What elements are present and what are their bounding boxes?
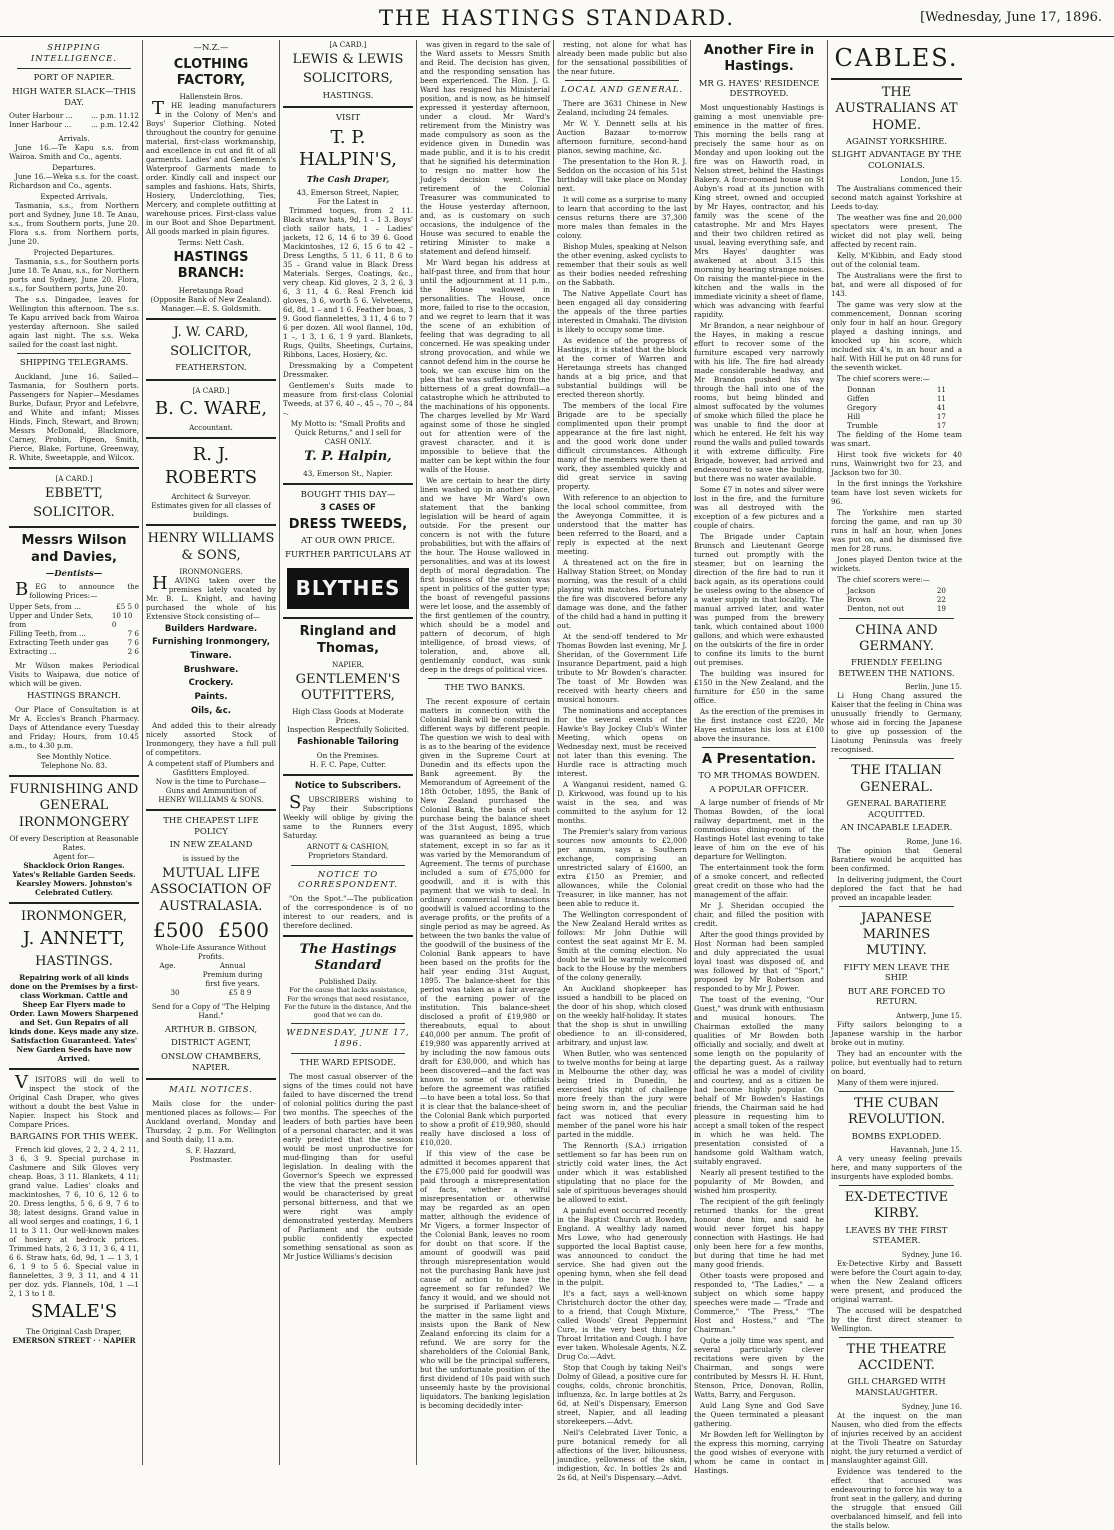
divider [146,318,276,320]
section-title: CABLES. [834,44,959,72]
paragraph: There are 3631 Chinese in New Zealand, including 24 females. [557,98,687,117]
table-row: Inner Harbour ... ... p.m. 12.42 [9,120,139,130]
paragraph: At the send-off tendered to Mr Thomas Bowden last evening, Mr J. Sheridan, of the Government Life Insurance Department, paid a high tribute to Mr Bowden's character. The toast of Mr Bowden was received with hearty cheers and musical honours. [557,631,687,704]
column-4 [417,40,554,1465]
paragraph: The Wellington correspondent of the New Zealand Herald writes as follows: Mr John Duthie will contest the seat against Mr E. M. Smith at the coming election. No doubt he will be warmly welcomed back to the House by the members of the colony generally. [557,909,687,982]
list-item: Paints. [194,691,228,702]
divider [839,1091,954,1092]
paragraph: A very uneasy feeling prevails here, and many supporters of the insurgents have exploded bombs. [831,1154,962,1182]
advert-heading: VISIT [335,113,361,124]
paragraph: Other toasts were proposed and responded to, "The Ladies," — a subject on which some happy speeches were made — "Trade and Commerce," "The Press," "The Host and Hostess," and "The Chairman." [694,1271,824,1335]
article-subheading: FIFTY MEN LEAVE THE SHIP. [843,962,950,984]
subheading: BARGAINS FOR THIS WEEK. [9,1131,139,1142]
price-list [9,602,139,656]
advert-name: Ringland and Thomas, [299,624,397,656]
subheading: Departures. [52,163,96,173]
divider [831,78,962,80]
section-heading: Notice to Subscribers. [294,781,402,791]
advert-town: HASTINGS. [35,953,113,969]
advert-name: Messrs Wilson and Davies, [21,533,127,565]
paragraph: Most unquestionably Hastings is gaining a most unenviable pre-eminence in the matter of fires. This morning the bells rang at precisely the same hour as on Monday and upon looking out the fire was on Haworth road, in Nelson street, behind the Hastings Bakery. A four-roomed house on St Aubyn's road at its junction with King street, owned and occupied by Mr Hayes, contractor, and his family was the scene of the catastrophe. Mr and Mrs Hayes and their two children retired as usual, leaving everything safe, and Mrs Hayes' daughter was awakened at about 3.15 this morning by hearing strange noises. On raising the mantel-piece in the kitchen and the walls in the immediate vicinity a sheet of flame, which was advancing with fearful rapidity. [694,102,824,319]
divider [291,1023,405,1024]
list-item: Tinware. [190,651,232,661]
page-columns [6,40,1108,1530]
divider [839,758,954,759]
column-5 [554,40,691,1482]
paragraph: June 16.—Te Kapu s.s. from Wairoa. Smith and Co., agents. [9,143,139,162]
advert-heading: IN NEW ZEALAND [169,840,253,851]
paragraph: Auld Lang Syne and God Save the Queen terminated a pleasant gathering. [694,1401,824,1429]
advert-heading: AT OUR OWN PRICE. [300,536,395,547]
article-heading: EX-DETECTIVE KIRBY. [844,1190,949,1222]
article-heading: Another Fire in Hastings. [703,43,815,75]
subheading: HASTINGS BRANCH. [27,691,121,702]
article-subheading: AGAINST YORKSHIRE. [845,136,948,147]
advert-profession: SOLICITOR. [33,505,115,520]
paragraph: The Rennorth (S.A.) irrigation settlement so far has been run on strictly cold water lines, the Act under which it was established stipulating that no place for the sale of spirituous beverages should be allowed to exist. [557,1140,687,1204]
table-row: Brown 22 [847,594,946,604]
amount-banner [146,918,276,943]
paragraph: The Australians were the first to bat, and were all disposed of for 143. [831,270,962,298]
divider [839,618,954,619]
paragraph: The Native Appellate Court has been engaged all day considering the appeals of the three parties interested in Omahaki. The division is likely to occupy some time. [557,288,687,334]
score-table [831,586,962,613]
advert-heading: BOUGHT THIS DAY— [300,489,396,500]
advert-address: 43, Emerson Street, Napier, [296,188,400,198]
advert-name: SMALE'S [30,1301,118,1323]
article-heading: THE TWO BANKS. [444,683,526,693]
column-1 [6,40,143,1465]
divider [428,678,542,679]
advert-name: DRESS TWEEDS, [288,516,408,532]
advert-heading: FURTHER PARTICULARS AT [285,549,411,560]
divider [283,483,413,485]
paragraph: Tasmania, s.s., from Northern port and Sydney, June 18. Te Anau, s.s., from Southern ports, June 20. Flora s.s. from Northern ports, June 20. [9,201,139,247]
paragraph: Our Place of Consultation is at Mr A. Eccles's Branch Pharmacy. Days of Attendance every Tuesday and Friday; Hours, from 10.45 a.m., to 4.30 p.m. [9,705,139,750]
table-row: Denton, not out 19 [847,603,946,613]
subheading: HIGH WATER SLACK—THIS DAY. [12,86,136,108]
table-row: Gregory 41 [847,402,946,412]
paragraph: The fielding of the Home team was smart. [831,429,962,448]
paragraph: resting, not alone for what has already been made public but also for the sensational possibilities of the near future. [557,40,687,76]
amount-left: £500 [153,917,204,942]
paragraph: Tasmania, s.s., for Southern ports June 18. Te Anau, s.s., for Northern ports and Sydney, June 20. Flora, s.s., for Southern ports, June 20. [9,257,139,294]
section-heading: MAIL NOTICES. [169,1085,253,1096]
paragraph: On the Premises. [316,751,380,760]
table-row: Giffen 11 [847,393,946,403]
dateline: WEDNESDAY, JUNE 17, 1896. [286,1027,410,1049]
table-row: Outer Harbour ... ... p.m. 11.12 [9,111,139,121]
paragraph: Mr Ward began his address at half-past three, and from that hour until the adjournment at 11 p.m., the House wallowed in personalities. The House, once more, failed to rise to the occasion, and we regret to learn that it was the scene of an exhibition of feeling that was degrading to all concerned. He was speaking under strong provocation, and while we cannot defend him in the course he took, we can excuse him on the plea that he was suffering from the bitterness of a great downfall—a catastrophe which he attributed to the machinations of his opponents. The charges levelled by Mr Ward against some of those he singled out for attention were of the gravest character, and it is impossible to believe that the matter can be kept within the four walls of the House. [420,258,550,474]
paragraph: In delivering judgment, the Court deplored the fact that he had proved an incapable leader. [831,874,962,902]
section-heading: LOCAL AND GENERAL. [560,85,684,95]
list-item: Upper Sets, from ... £5 5 0 [9,602,139,612]
paragraph: The toast of the evening, "Our Guest," was drunk with enthusiasm and musical honours. The Chairman extolled the many qualities of Mr Bowden both officially and socially, and dwelt at some length on the popularity of the departing guest. As a railway official he was a model of civility and courtesy, and as a citizen he had become highly popular. On behalf of Mr Bowden's Hastings friends, the Chairman said he had pleasure in requesting him to accept a small token of the respect in which he was held. The presentation consisted of a handsome gold Waltham watch, suitably engraved. [694,995,824,1167]
divider [839,1337,954,1338]
advert-address: Heretaunga Road [178,285,244,295]
article-subheading: GENERAL BARATIERE ACQUITTED. [846,798,947,820]
paragraph: BEG to announce the following Prices:— [15,579,139,601]
dateline: Sydney, June 16. [901,1401,962,1411]
advert-heading: Fashionable Tailoring [297,737,399,748]
paragraph: Some £7 in notes and silver were lost in the fire, and the furniture was all destroyed with the exception of a few pictures and a couple of chairs. [694,484,824,530]
paragraph: Neil's Celebrated Liver Tonic, a pure botanical remedy for all affections of the liver, biliousness, jaundice, yellowness of the skin, indigestion, &c. In bottles 2s and 2s 6d, at Neil's Dispensary.—Advt. [557,1427,687,1482]
subheading: Projected Departures. [33,248,115,258]
subheading: PORT OF NAPIER. [33,73,115,84]
advert-town: HASTINGS. [322,90,374,101]
advert-town: FEATHERSTON. [175,363,247,374]
paragraph: The s.s. Dingadee, leaves for Wellington this afternoon. The s.s. Te Kapu arrived back from Wairoa yesterday afternoon. She sailed again last night. The s.s. Weka sailed for the coast last night. [9,295,139,350]
paragraph: At the inquest on the man Nausen, who died from the effects of injuries received by an accident at the Tivoli Theatre on Saturday night, the jury returned a verdict of manslaughter against Gill. [831,1410,962,1465]
advert-address: ONSLOW CHAMBERS, NAPIER. [160,1052,262,1073]
paragraph: Mr Brandon, a near neighbour of the Hayes, in making a rescue effort to recover some of the furniture escaped very narrowly with his life. The fire had already made considerable headway, and Mr Brandon pushed his way through the hall into one of the rooms, but being blinded and almost suffocated by the volumes of smoke which filled the place he was unable to find the door at which he entered. He felt his way round the walls and pulled towards it with extreme difficulty. Fire Brigade, however, had arrived and endeavoured to save the building, but there was no water available. [694,320,824,483]
advert-profession: Architect & Surveyor. [171,492,251,502]
paper-nameplate: The Hastings Standard [299,941,397,974]
list-item: Oils, &c. [191,705,231,716]
paragraph: As evidence of the progress of Hastings, it is stated that the block at the corner of Warren and Heretaunga streets has changed hands at a big price, and that substantial buildings will be erected thereon shortly. [557,335,687,399]
divider [9,467,139,469]
column-2 [143,40,280,1465]
advert-name: B. C. WARE, [154,397,268,419]
list-item: Extracting ... 2 6 [9,647,139,657]
paragraph: As the erection of the premises in the first instance cost £220, Mr Hayes estimates his loss at £100 above the insurance. [694,706,824,743]
article-subheading: SLIGHT ADVANTAGE BY THE COLONIALS. [831,150,962,171]
paragraph: Fifty sailors belonging to a Japanese warship in the harbor broke out in mutiny. [831,1020,962,1047]
divider [17,68,131,69]
paragraph: Terms: Nett Cash. [177,238,245,248]
masthead [0,0,1114,37]
paragraph: The presentation to the Hon R. J. Seddon on the occasion of his 51st birthday will take place on Monday next. [557,156,687,193]
advert-heading: THE CHEAPEST LIFE POLICY [163,816,259,837]
paragraph: In the first innings the Yorkshire team have lost seven wickets for 96. [831,478,962,506]
amount-right: £500 [218,917,269,942]
paragraph: The accused will be despatched by the first direct steamer to Wellington. [831,1305,962,1333]
divider [9,775,139,777]
paragraph: Evidence was tendered to the effect that accused was endeavouring to force his way to a front seat in the gallery, and during the struggle that ensued Gill overbalanced himself, and fell into the stalls below. [831,1466,962,1530]
stock-list [146,624,276,716]
paragraph: Of every Description at Reasonable Rates. [9,833,139,852]
advert-profession: GENTLEMEN'S OUTFITTERS, [295,671,401,704]
list-item: Upper and Under Sets, from 10 10 0 [9,611,133,630]
list-item: Brushware. [183,664,239,675]
divider [291,1053,405,1054]
card-label: [A CARD.] [55,473,93,483]
paper-frequency: Published Daily. [318,977,378,987]
dateline: London, June 15. [900,174,962,184]
advert-profession: —Dentists— [45,568,103,579]
paragraph: They had an encounter with the police, but eventually had to return on board. [831,1049,962,1076]
subheading: Expected Arrivals. [40,192,108,202]
paragraph: Repairing work of all kinds done on the Premises by a first-class Workman. Cattle and Sheep Ear Flyers made to Order. Lawn Mowers Sharpened and Set. Gun Repairs of all kinds done. Keys made any size. Satisfaction Guaranteed. Yates' New Garden Seeds have now Arrived. [9,972,139,1063]
advert-profession: SOLICITORS, [302,71,394,87]
paragraph: Mr Bowden left for Wellington by the express this morning, carrying the good wishes of everyone with whom he came in contact in Hastings. [694,1430,824,1476]
paragraph: An Auckland shopkeeper has issued a handbill to be placed on the door of his shop, which closed on the weekly half-holiday. It states that the shop is shut in unwilling obedience to an ill-considered, arbitrary, and unjust law. [557,983,687,1047]
advert-name: HENRY WILLIAMS & SONS. [158,795,264,805]
paragraph: Bishop Mules, speaking at Nelson the other evening, asked cyclists to remember that their souls as well as their bodies needed refreshing on the Sabbath. [557,241,687,287]
paragraph: Send for a Copy of "The Helping Hand." [151,1001,271,1020]
paragraph: THE leading manufacturers in the Colony of Men's and Boys' Superior Clothing. Noted throughout the country for genuine material, first-class workmanship, and excellence in cut and fit of all garments. Ladies' and Gentlemen's Waterproof Garments made to order. Kindly call and inspect our samples and fashions. Hats, Shirts, Hosiery, Underclothing, Ties, Mercery, and complete outfitting at warehouse prices. First-class value in our Boot and Shoe Department. All goods marked in plain figures. [146,98,276,237]
paragraph: A competent staff of Plumbers and Gasfitters Employed. [147,759,275,778]
notice-line: See Monthly Notice. [36,752,112,761]
paragraph: Kelly, M'Kibbin, and Eady stood out of the colonial team. [831,250,962,269]
paragraph: We are certain to hear the dirty linen washed up in another place, and we have Mr Ward's own statement that the banking legislation will be heard of again outside. For the present our concern is not with the future probabilities, but with the affairs of the hour. The House wallowed in personalities, and was at its lowest depth of moral degradation. The first business of the session was spent in politics of the gutter type; the boast of revengeful passions were let loose, and the assembly of the first gentlemen of the country, which should be a model and pattern of decorum, of high intelligence, of broad views, of toleration, and, above all, gentlemanly conduct, was sunk deep in the dregs of political vices. [420,476,550,674]
article-subheading: GILL CHARGED WITH MANSLAUGHTER. [847,1377,946,1398]
divider [839,1185,954,1186]
issue-date: [Wednesday, June 17, 1896. [920,10,1102,25]
paragraph: The chief scorers were:— [837,373,930,383]
dateline: Antwerp, June 15. [896,1011,962,1020]
telephone-number: Telephone No. 83. [40,761,108,770]
advert-profession: Hallenstein Bros. [179,92,243,102]
paragraph: Stop that Cough by taking Neil's Dolmy of Gilead, a positive cure for coughs, colds, chronic bronchitis, influenza, &c. In large bottles at 2s 6d, at Neil's Dispensary, Emerson street, Napier, and all leading storekeepers.—Advt. [557,1362,687,1426]
article-subheading: A POPULAR OFFICER. [709,784,809,795]
paragraph: Dressmaking by a Competent Dressmaker. [283,361,413,380]
dateline: Berlin, June 15. [905,682,962,692]
column-3 [280,40,417,1465]
signature-name: ARNOTT & CASHION, [306,841,390,851]
article-subheading: MR G. HAYES' RESIDENCE DESTROYED. [698,78,820,100]
paragraph: The recipient of the gift feelingly returned thanks for the great honour done him, and said he would never forget his happy connection with Hastings. He had only been here for a few months, but during that time he had met many good friends. [694,1197,824,1270]
divider [146,524,276,526]
paragraph: The weather was fine and 20,000 spectators were present. The wicket did not play well, being affected by recent rain. [831,212,962,249]
paragraph: Nearly all present testified to the popularity of Mr Bowden, and wished him prosperity. [694,1168,824,1196]
paragraph: The building was insured for £150 in the New Zealand, and the furniture for £50 in the same office. [694,668,824,705]
paragraph: Mails close for the under-mentioned places as follows:— For Auckland overland, Monday and Thursday, 2 p.m. For Wellington and South daily, 11 a.m. [146,1098,276,1144]
paragraph: The Premier's salary from various sources now amounts to £2,000 per annum, says a Southern exchange, comprising an unrestricted salary of £1600, an extra £150 as Premier, and allowances, while the Colonial Treasurer, in like manner, has not been able to reduce it. [557,826,687,908]
divider [565,80,679,81]
table-row: Donnan 11 [847,384,946,394]
article-heading: THE AUSTRALIANS AT HOME. [835,85,958,133]
paragraph: Li Hung Chang assured the Kaiser that the feeling in China was unusually friendly to Germany, whose aid in forcing the Japanese to give up possession of the Liaotung Peninsula was freely recognised. [831,691,962,755]
advert-heading: 3 CASES OF [320,503,376,514]
advert-name: J. W. CARD, [173,324,249,340]
advert-town: NAPIER, [331,659,365,669]
advert-address: (Opposite Bank of New Zealand). [150,294,272,304]
paragraph: SUBSCRIBERS wishing to Pay their Subscriptions Weekly will oblige by giving the same to the Runners every Saturday. [283,791,413,840]
paragraph: VISITORS will do well to inspect the stock of the Original Cash Draper, who gives without a doubt the best Value in Napier. Inspect his Stock and Compare Prices. [9,1071,139,1129]
paragraph: The Australians commenced their second match against Yorkshire at Leeds to-day. [831,183,962,211]
paragraph: When Butler, who was sentenced to twelve months for being at large in Melbourne the other day, was being tried in Dunedin, he exercised his right of challenge more freely than the jury were being sworn in, and the peculiar fact was noticed that every member of the panel wore his hair parted in the middle. [557,1048,687,1139]
paragraph: High Class Goods at Moderate Prices. [292,707,404,726]
table-row: Hill 17 [847,411,946,421]
paragraph: Many of them were injured. [837,1078,939,1087]
paragraph: The members of the local Fire Brigade are to be specially complimented upon their prompt appearance at the fire last night, and the good work done under difficult circumstances. Although many of the members were then at work, they assembled quickly and did great service in saving property. [557,400,687,491]
divider [291,865,405,866]
section-heading: SHIPPING TELEGRAMS. [19,358,129,369]
advert-name: T. P. HALPIN'S, [299,126,397,171]
article-subheading: BUT ARE FORCED TO RETURN. [847,986,946,1008]
advert-name: ARTHUR B. GIBSON, [164,1024,258,1035]
divider [146,809,276,811]
paragraph: Gentlemen's Suits made to measure from first-class Colonial Tweeds, at 37 6, 40 –, 45 –, 70 –, 84 –. [283,381,414,418]
card-label: [A CARD.] [192,385,230,395]
divider [702,747,816,748]
paragraph: If this view of the case be admitted it becomes apparent that the £75,000 paid for goodwill was paid through a misrepresentation of facts, whether a wilful misrepresentation or otherwise may be regarded as an open matter, although the evidence of Mr Vigers, a former Inspector of the Colonial Bank, leaves no room for doubt on that score. If the amount of goodwill was paid through misrepresentation would not the purchasing Bank have just cause of action to have the agreement so far refunded? We fancy it would, and we should not be surprised if Parliament views the matter in the same light and insists upon the Bank of New Zealand enforcing its claim for a refund. We are sorry for the shareholders of the Colonial Bank, who will be the principal sufferers, but the unfortunate position of the first dividend of 10s paid with such unseemly haste by the provisional liquidators. The banking legislation is becoming decidedly inter- [420,1148,550,1410]
article-subheading: LEAVES BY THE FIRST STEAMER. [845,1225,948,1247]
advert-profession: IRONMONGERS. [179,566,243,576]
paragraph: was given in regard to the sale of the Ward assets to Messrs Smith and Reid. The decision has given, and the responding sensation has been experienced. The Hon. J. G. Ward has resigned his Ministerial position, and is now, as he himself expressed it yesterday afternoon, under a cloud. Mr Ward's retirement from the Ministry was made compulsory as soon as the evidence given in Dunedin was made public, and it is to his credit that he signified his determination to resign no matter how the Judge's decision went. The retirement of the Colonial Treasurer was communicated to the House yesterday afternoon, and, as is customary on such occasions, the indulgence of the House was secured to enable the retiring Minister to make a statement and defend himself. [420,40,550,256]
advert-name: HENRY WILLIAMS & SONS, [147,531,275,563]
advert-profession: Accountant. [189,423,233,433]
dateline: Sydney, June 16. [901,1249,962,1259]
advert-name: J. ANNETT, [22,928,126,949]
paragraph: The Brigade under Captain Brunsch and Lieutenant George turned out promptly with the steamer, but on learning the direction of the fire had to run it back again, as its operations could be useless owing to the absence of a water supply in that locality. The manual arrived later, and water was pumped from the brewery tank, which contained about 1000 gallons, and which were exhausted on the outskirts of the fire in order to confine its limits to the burnt out premises. [694,531,824,667]
advert-address: 43, Emerson St., Napier. [303,468,393,478]
article-heading: CHINA AND GERMANY. [855,622,938,654]
list-item: Furnishing Ironmongery, [152,637,270,648]
score-table [831,385,962,430]
article-subheading: TO MR THOMAS BOWDEN. [698,771,820,781]
table-row: Trumble 17 [847,420,946,430]
premium-table-row: 30 £5 8 9 [170,987,252,997]
paragraph: Inspection Respectfully Solicited. [286,725,410,735]
paragraph: Hirst took five wickets for 40 runs, Wainwright two for 23, and Jackson two for 30. [831,449,962,477]
paragraph: For the Latest in [317,197,379,207]
paragraph: A threatened act on the fire in Hallway Station Street, on Monday morning, was the result of a child playing with matches. Fortunately the fire was discovered before any damage was done, and the father of the child had a hand in putting it out. [557,557,687,630]
paragraph: Guns and Ammunition of [165,786,257,796]
newspaper-title: THE HASTINGS STANDARD. [378,6,736,30]
article-subheading: FRIENDLY FEELING BETWEEN THE NATIONS. [838,658,955,679]
section-heading: NOTICE TO CORRESPONDENT. [297,869,398,891]
list-item: Filling Teeth, from ... 7 6 [9,629,139,639]
advert-profession: The Cash Draper, [306,174,390,185]
paragraph: It's a fact, says a well-known Christchurch doctor the other day, to a friend, that Cough Mixture, called Woods' Great Peppermint Cure, is the very best thing for Throat Irritation and Cough. I have ever taken. Wholesale Agents, N.Z. Drug Co.—Advt. [557,1288,687,1361]
dateline: Rome, June 16. [906,836,962,846]
paragraph: The most casual observer of the signs of the times could not have failed to have discerned the trend of colonial politics during the past two months. The speeches of the leaders of both parties have been of a personal character, and it was early predicted that the session would be most unproductive for mud-flinging than for useful legislation. In dealing with the Governor's Speech we expressed the view that the present session would be characterised by great personal bitterness, and that we were right was amply demonstrated yesterday. Members of Parliament and the outside public confidently expected something sensational as soon as Mr Justice Williams's decision [283,1071,413,1261]
paragraph: The game was very slow at the commencement, Donnan scoring only four in half an hour. Gregory played a dashing innings, and knocked up his score, which included six 4's, in an hour and a half. With Hill he put on 48 runs for the seventh wicket. [831,299,962,372]
article-heading: THE THEATRE ACCIDENT. [846,1341,947,1374]
paragraph: Mr Wilson makes Periodical Visits to Waipawa, due notice of which will be given. [9,661,139,689]
divider [9,526,139,528]
advert-name: R. J. ROBERTS [164,444,258,488]
paragraph: The opinion that General Baratiere would be acquitted has been confirmed. [831,845,962,873]
advert-name: EBBETT, [45,485,103,501]
paragraph: It will come as a surprise to many to learn that according to the last census returns there are 37,300 more males than females in the colony. [557,194,687,240]
column-6 [691,40,828,1476]
divider [9,902,139,904]
article-heading: THE WARD EPISODE. [299,1058,397,1069]
advert-heading: IRONMONGER, [20,908,128,924]
list-item: Crockery. [188,678,234,689]
paragraph: Quite a jolly time was spent, and several particularly clever recitations were given by the Chairman, and songs were contributed by Messrs H. H. Hunt, Stenson, Price, Donovan, Rollin, Watts, Barry, and Ferguson. [694,1336,824,1400]
section-heading: SHIPPING INTELLIGENCE. [30,43,118,64]
paragraph: The recent exposure of certain matters in connection with the Colonial Bank will be construed in different ways by different people. The question we wish to deal with is as to the bearing of the evidence given in the Supreme Court at Dunedin and its effects upon the Bank agreement. By the Memorandum of Agreement of the 18th October, 1895, the Bank of New Zealand purchased the Colonial Bank, the basis of such purchase being the balance sheet of the 31st August, 1895, which was guaranteed as being a true statement, except in so far as it was varied by the Memorandum of Agreement. The terms of purchase included a sum of £75,000 for goodwill, and it is with this payment that we wish to deal. In ordinary commercial transactions goodwill is valued according to the average profits, or the profits of a single period as may be agreed. As between the two banks the value of the goodwill of the business of the Colonial Bank appears to have been based on the profits for the half year ending 31st August, 1895. The balance-sheet for this period was taken as a fair average of the earning power of the institution. This balance-sheet disclosed a profit of £19,980 or thereabouts, equal to about £40,000 per annum. The profit of £19,980 was apparently arrived at by including the now famous outs draft for £30,000, and which has been discovered—and the fact was known to some of the officials before the agreement was ratified—to have been a total loss. So that it is clear that the balance-sheet of the Colonial Bank which purported to show a profit of £19,980, should really have disclosed a loss of £10,020. [420,696,550,1147]
article-heading: THE CUBAN REVOLUTION. [847,1096,946,1128]
advert-name: T. P. Halpin, [304,449,392,465]
paragraph: Jones played Denton twice at the wickets. [831,554,962,573]
subheading: HASTINGS BRANCH: [173,250,249,282]
advert-name: MUTUAL LIFE ASSOCIATION OF AUSTRALASIA. [150,866,272,914]
divider [17,353,131,354]
divider [146,1078,276,1080]
paragraph: With reference to an objection to the local school committee, from the Aweyonga Committee, it is understood that the matter has been referred to the Board, and a reply is expected at the next meeting. [557,492,687,556]
paragraph: French kid gloves, 2 2, 2 4, 2 11, 3 6, 3 9. Special purchase in Cashmere and Silk Gloves very cheap. Boas, 3 11. Blankets, 4 11; grand value. Ladies' cloaks and mackintoshes, 7 6, 10 6, 12 6 to 20. Dress lengths, 5 6, 6 9, 7 6 to 38; latest designs. Grand value in all wool serges and coatings, 1 6, 1 11 to 3 11. Our well-known makes of hosiery at bedrock prices. Trimmed hats, 2 6, 3 11, 3 6, 4 11, 6 6. Straw hats, 6d, 9d, 1 — 1 3, 1 6, 1 9 to 5 6. Special value in flannelettes, 3 9, 3 11, and 4 11 per doz. yds. Flannels, 10d, 1 —1 2, 1 3 to 1 8. [9,1145,139,1299]
advert-name: LEWIS & LEWIS [292,52,404,67]
paragraph: Now is the time to Purchase— [155,777,267,787]
divider [9,1068,139,1070]
blythes-logo: BLYTHES [287,568,409,609]
table-row: Jackson 20 [847,585,946,595]
article-heading: JAPANESE MARINES MUTINY. [861,910,932,959]
paragraph: My Motto is: "Small Profits and Quick Returns," and I sell for CASH ONLY. [290,419,406,447]
tide-table [9,111,139,129]
divider [283,774,413,776]
paragraph: "On the Spot."—The publication of the correspondence is of no interest to our readers, and is therefore declined. [283,893,413,930]
signature-name: S. F. Hazzard, [185,1145,237,1155]
paragraph: After the good things provided by Host Norman had been sampled and duly appreciated the usual loyal toast was disposed of, and was followed by that of "Sport," proposed by Mr Robertson and responded to by Mr J. Power. [694,930,824,994]
advert-manager: Manager.—E. S. Goldsmith. [160,303,262,313]
paragraph: Trimmed toques, from 2 11. Black straw hats, 9d, 1 – 1 3. Boys' cloth sailor hats, 1 – Ladies' jackets, 12 6, 14 6 to 39 6. Good Mackintoshes, 12 6, 15 6 to 42 – Dress Lengths, 5 11, 6 11, 8 6 to 35 – Grand value in Black Dress Materials. Serges, Coatings, &c., very cheap. Kid gloves, 2 3, 2 6, 3 6, 3 11, 4 6. Real French kid gloves, 3 6, worth 5 6. Velveteens, 6d, 8d, 1 – and 1 6. Feather boas, 3 9. Good flannelettes, 3 11, 4 6 to 7 6 per dozen. All wool flannel, 10d, 1 –, 1 3, 1 6, 1 9 yard. Blankets, Rugs, Quilts, Sheetings, Curtains, Ribbons, Laces, Hosiery, &c. [283,206,413,360]
paragraph: Mr J. Sheridan occupied the chair, and filled the position with credit. [694,901,824,929]
paragraph: The entertainment took the form of a smoke concert, and reflected great credit on those who had the management of the affair. [694,863,824,900]
paragraph: H. F. C. Pape, Cutter. [309,760,387,769]
list-item: Builders Hardware. [164,623,258,634]
divider [146,379,276,381]
paragraph: A large number of friends of Mr Thomas Bowden, of the local railway department, met in the commodious dining-room of the Hastings Hotel last evening to take leave of him on the eve of his departure for Wellington. [694,798,824,862]
divider [283,106,413,108]
column-7 [828,40,965,1530]
dateline: Havannah, June 15. [890,1145,962,1155]
paragraph: Ex-Detective Kirby and Bassett were before the Court again to-day, when the New Zealand officers were present, and produced the original warrant. [831,1258,962,1304]
paragraph: And added this to their already nicely assorted Stock of Ironmongery, they have a full pull of competitors. [146,721,276,758]
advert-profession: SOLICITOR, [170,343,252,359]
list-item: Extracting Teeth under gas 7 6 [9,638,139,648]
advert-profession: The Original Cash Draper, [26,1326,122,1336]
paragraph: June 16.—Weka s.s. for the coast. Richardson and Co., agents. [9,172,139,191]
signature-title: Postmaster. [189,1154,233,1164]
card-label: [A CARD.] [329,40,367,49]
paragraph: The nominations and acceptances for the several events of the Hawke's Bay Jockey Club's Winter Meeting, which opens on Wednesday next, must be received not later than this evening. The Hurdle race is attracting much interest. [557,705,687,778]
signature-title: Proprietors Standard. [308,850,388,860]
advert-address: EMERSON STREET · · NAPIER [12,1335,136,1345]
divider [146,437,276,439]
paragraph: The Yorkshire men started forcing the game, and ran up 30 runs in half an hour, when Jones was put on, and he dismissed five men for 28 runs. [831,507,962,553]
article-subheading: AN INCAPABLE LEADER. [840,823,953,834]
article-subheading: BOMBS EXPLODED. [851,1131,942,1142]
paragraph: HAVING taken over the premises lately vacated by Mr. B. L. Knight, and having purchased the whole of his Extensive Stock consisting of— [146,572,276,621]
paragraph: A Wanganui resident, named G. D. Kirkwood, was found up to his waist in the sea, and was committed to the asylum for 12 months. [557,779,687,825]
divider [283,935,413,937]
paragraph: A painful event occurred recently in the Baptist Church at Bowden, England. A wealthy lady named Mrs Lowe, who had generously supported the local Baptist cause, was announced to conduct the service. She had given out the opening hymn, when she fell dead in the pulpit. [557,1205,687,1287]
article-heading: THE ITALIAN GENERAL. [851,763,942,795]
paragraph: Shacklock Orion Ranges. Yates's Reliable Garden Seeds. Kearsley Mowers. Johnston's Celebrated Cutlery. [12,860,136,897]
paragraph: Whole-Life Assurance Without Profits. [155,942,267,961]
advert-heading: FURNISHING AND GENERAL IRONMONGERY [9,782,139,830]
advert-name: CLOTHING FACTORY, [173,56,249,88]
advert-profession: DISTRICT AGENT, [171,1038,251,1049]
paragraph: Auckland, June 16. Sailed—Tasmania, for Southern ports. Passengers for Napier—Mesdames Burke, Dufaur, Pryor and Lefebvre, and White and infant; Misses Hinds, Finch, Stewart, and Brown; Messrs McDonald, Blackmore, Carney, Probin, Pigeon, Smith, Pierce, Blake, Fortune, Greenway, R. White, Sweetapple, and Wilcox. [9,371,139,462]
premium-table-header: Age. Annual Premium during first five years. [159,960,263,988]
paragraph: Mr W. Y. Dennett sells at his Auction Bazaar to-morrow afternoon furniture, second-hand pianos, sewing machine, &c. [557,118,687,155]
paper-verse: For the cause that lacks assistance, For the wrongs that need resistance, For the future in the distance, And the good that we can do. [284,986,412,1019]
paragraph: The chief scorers were:— [837,574,930,584]
paragraph: Estimates given for all classes of buildings. [151,501,271,520]
paragraph: is issued by the [182,854,240,863]
subheading: Agent for— [53,851,95,861]
subheading: Arrivals. [58,134,90,144]
advert-heading: —N.Z.— [193,43,229,53]
divider [839,906,954,907]
article-heading: A Presentation. [702,751,816,767]
divider [283,617,413,619]
